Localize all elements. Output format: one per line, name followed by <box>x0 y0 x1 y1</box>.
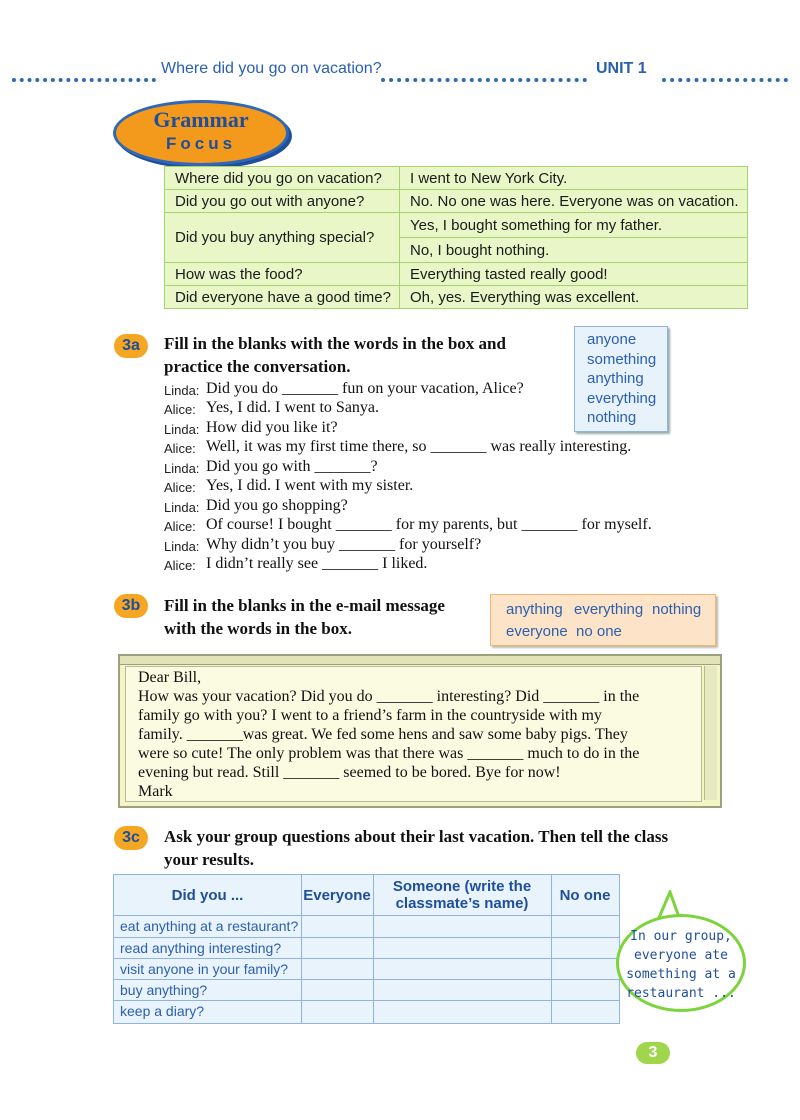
survey-divider <box>114 915 619 916</box>
conversation-line: Why didn’t you buy _______ for yourself? <box>206 536 482 553</box>
grammar-answer: No. No one was here. Everyone was on vacation. <box>399 190 747 213</box>
conversation-line: Well, it was my first time there, so _______ was really interesting. <box>206 438 632 455</box>
grammar-question: Did you buy anything special? <box>165 213 400 263</box>
word-box-item: anyone <box>587 331 637 348</box>
email-line: evening but read. Still _______ seemed to be bored. Bye for now! <box>138 764 561 781</box>
conversation-line: Did you do _______ fun on your vacation, Alice? <box>206 380 524 397</box>
header-dots-middle <box>381 66 587 82</box>
conversation-line: Yes, I did. I went to Sanya. <box>206 399 380 416</box>
speaker-label: Alice: <box>164 558 196 573</box>
email-line: family go with you? I went to a friend’s farm in the countryside with my <box>138 707 602 724</box>
page-number: 3 <box>636 1042 670 1064</box>
word-box-item: something <box>587 351 657 368</box>
email-line: family. _______was great. We fed some hens and saw some baby pigs. They <box>138 726 628 743</box>
grammar-row <box>165 167 748 190</box>
email-line: How was your vacation? Did you do _______ interesting? Did _______ in the <box>138 688 640 705</box>
survey-divider <box>114 979 619 980</box>
speaker-label: Linda: <box>164 383 200 398</box>
word-box-item: no one <box>576 623 622 640</box>
grammar-row <box>165 190 748 213</box>
header-unit: UNIT 1 <box>596 60 647 77</box>
survey-row-label: eat anything at a restaurant? <box>120 918 299 934</box>
survey-table <box>113 874 620 1024</box>
section-3b-instruction-1: Fill in the blanks in the e-mail message <box>164 596 445 615</box>
speech-bubble-line: something at a <box>626 967 736 982</box>
word-box-item: nothing <box>587 409 637 426</box>
grammar-focus-badge <box>113 100 289 166</box>
speaker-label: Alice: <box>164 480 196 495</box>
survey-divider <box>114 958 619 959</box>
conversation-line: I didn’t really see _______ I liked. <box>206 555 428 572</box>
grammar-answer: Yes, I bought something for my father. <box>399 213 747 238</box>
speech-bubble <box>616 914 746 1012</box>
section-3a-instruction-1: Fill in the blanks with the words in the box and <box>164 334 506 353</box>
section-3c-instruction-1: Ask your group questions about their last vacation. Then tell the class <box>164 827 669 846</box>
email-line: were so cute! The only problem was that there was _______ much to do in the <box>138 745 640 762</box>
survey-header-no-one: No one <box>559 886 611 904</box>
word-box-item: anything <box>506 601 563 618</box>
section-3a-instruction-2: practice the conversation. <box>164 357 351 376</box>
conversation-line: Did you go shopping? <box>206 497 348 514</box>
survey-header-everyone: Everyone <box>303 886 371 904</box>
grammar-table <box>164 166 748 309</box>
speech-bubble-line: everyone ate <box>634 948 728 963</box>
grammar-question: Where did you go on vacation? <box>165 167 400 190</box>
conversation-line: Yes, I did. I went with my sister. <box>206 477 414 494</box>
survey-row-label: buy anything? <box>120 982 208 998</box>
speaker-label: Alice: <box>164 441 196 456</box>
speech-bubble-line: In our group, <box>630 929 732 944</box>
survey-divider <box>114 937 619 938</box>
grammar-question: Did you go out with anyone? <box>165 190 400 213</box>
survey-row-label: visit anyone in your family? <box>120 961 289 977</box>
speaker-label: Linda: <box>164 500 200 515</box>
header-dots-left <box>12 66 156 82</box>
header-title: Where did you go on vacation? <box>161 60 382 77</box>
email-title-bar <box>120 656 720 665</box>
conversation-line: How did you like it? <box>206 419 338 436</box>
conversation-line: Of course! I bought _______ for my parents, but _______ for myself. <box>206 516 652 533</box>
grammar-row <box>165 286 748 309</box>
word-box-item: nothing <box>652 601 702 618</box>
grammar-focus-title: Grammar <box>153 107 249 132</box>
survey-header-did-you: Did you ... <box>171 886 244 904</box>
word-box-item: everything <box>587 390 657 407</box>
grammar-answer: I went to New York City. <box>399 167 747 190</box>
speaker-label: Alice: <box>164 402 196 417</box>
speech-bubble-line: restaurant ... <box>626 986 736 1001</box>
word-box-item: everything <box>574 601 644 618</box>
grammar-answer: No, I bought nothing. <box>399 238 747 263</box>
section-3b-badge: 3b <box>114 594 148 618</box>
speaker-label: Linda: <box>164 461 200 476</box>
grammar-question: Did everyone have a good time? <box>165 286 400 309</box>
speaker-label: Linda: <box>164 539 200 554</box>
email-body <box>125 666 702 802</box>
survey-header-someone: Someone (write the classmate’s name) <box>392 878 532 912</box>
email-window <box>118 654 722 808</box>
grammar-row <box>165 213 748 238</box>
email-line: Mark <box>138 783 173 800</box>
section-3c-badge: 3c <box>114 826 148 850</box>
email-line: Dear Bill, <box>138 669 202 686</box>
email-scrollbar <box>704 666 717 800</box>
section-3c-instruction-2: your results. <box>164 850 255 869</box>
grammar-focus-subtitle: Focus <box>165 134 237 153</box>
word-box-3a <box>574 326 668 432</box>
word-box-item: anything <box>587 370 644 387</box>
grammar-question: How was the food? <box>165 263 400 286</box>
speaker-label: Linda: <box>164 422 200 437</box>
survey-row-label: keep a diary? <box>120 1003 205 1019</box>
speaker-label: Alice: <box>164 519 196 534</box>
survey-divider <box>114 1000 619 1001</box>
grammar-answer: Everything tasted really good! <box>399 263 747 286</box>
grammar-answer: Oh, yes. Everything was excellent. <box>399 286 747 309</box>
header-dots-right <box>662 66 788 82</box>
conversation-line: Did you go with _______? <box>206 458 378 475</box>
grammar-row <box>165 263 748 286</box>
word-box-item: everyone <box>506 623 568 640</box>
section-3a-badge: 3a <box>114 334 148 358</box>
word-box-3b <box>490 594 716 646</box>
survey-row-label: read anything interesting? <box>120 940 282 956</box>
section-3b-instruction-2: with the words in the box. <box>164 619 352 638</box>
